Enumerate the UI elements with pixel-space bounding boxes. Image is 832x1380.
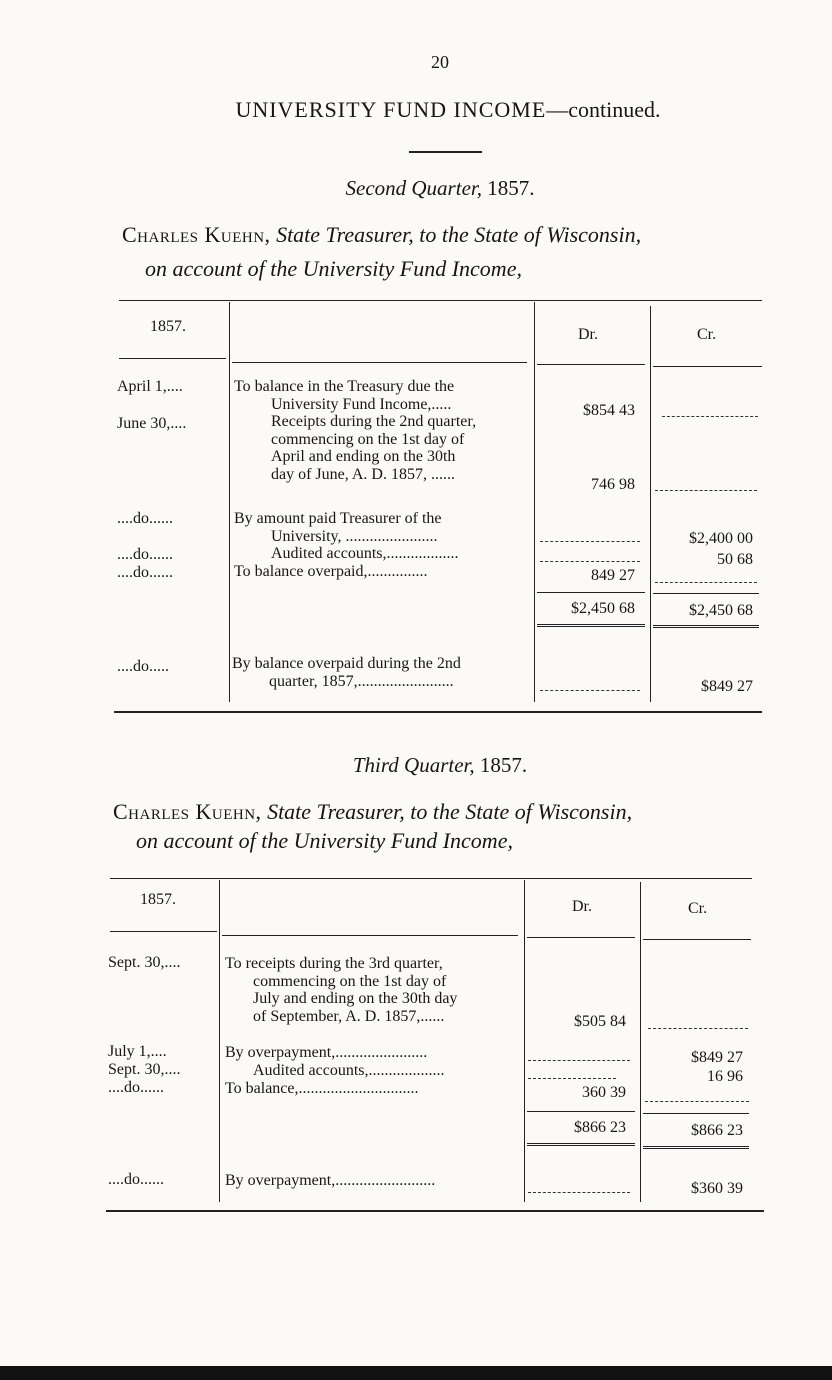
ledger-date: April 1,.... <box>117 378 183 395</box>
ledger-date: ....do...... <box>108 1171 164 1188</box>
ledger-description <box>225 1044 427 1062</box>
ledger-column-divider <box>229 302 230 702</box>
title-main: UNIVERSITY FUND INCOME <box>235 97 547 122</box>
desc-line: By amount paid Treasurer of the <box>234 510 442 527</box>
credit-amount: 50 68 <box>717 551 753 568</box>
desc-line: quarter, 1857,........................ <box>269 672 454 690</box>
ledger-bottom-rule <box>114 711 762 713</box>
total-rule <box>653 593 759 594</box>
desc-line: University, ....................... <box>271 527 438 545</box>
debit-amount: 849 27 <box>591 567 635 584</box>
header-rule <box>527 937 635 938</box>
leader-dots <box>528 1060 630 1061</box>
ledger-date: Sept. 30,.... <box>108 1061 181 1078</box>
header-rule <box>537 364 645 365</box>
account-heading-line2: on account of the University Fund Income, <box>136 828 513 853</box>
total-rule <box>537 592 645 593</box>
desc-line: To balance overpaid,............... <box>234 563 428 580</box>
col-header-cr: Cr. <box>697 326 717 343</box>
debit-total: $2,450 68 <box>571 600 635 617</box>
ledger-description <box>234 510 442 545</box>
desc-line: By overpayment,....................... <box>225 1044 428 1061</box>
leader-dots <box>540 690 640 691</box>
ledger-column-divider <box>219 880 220 1202</box>
desc-line: To balance,.............................. <box>225 1080 419 1097</box>
total-double-rule <box>537 624 645 627</box>
leader-dots <box>662 416 758 417</box>
page-title <box>0 97 832 123</box>
treasurer-title: State Treasurer, to the State of Wisconsin, <box>276 222 642 247</box>
ledger-date: June 30,.... <box>117 415 187 432</box>
ledger-column-divider <box>640 882 641 1202</box>
col-header-year: 1857. <box>140 891 176 908</box>
second-quarter-heading <box>0 176 832 201</box>
ledger-top-rule <box>119 300 762 301</box>
leader-dots <box>528 1078 616 1079</box>
desc-line: commencing on the 1st day of <box>271 430 465 448</box>
desc-line: Audited accounts,................... <box>253 1062 445 1079</box>
debit-amount: $854 43 <box>583 402 635 419</box>
ledger-column-divider <box>534 302 535 702</box>
desc-line: To balance in the Treasury due the <box>234 378 455 395</box>
header-rule <box>222 935 518 936</box>
heading-quarter: Second Quarter, <box>345 176 482 200</box>
page-number: 20 <box>431 52 449 72</box>
treasurer-title: State Treasurer, to the State of Wisconsin, <box>267 799 633 824</box>
header-rule <box>232 362 527 363</box>
credit-amount: $849 27 <box>691 1049 743 1066</box>
ledger-description <box>234 563 427 581</box>
desc-line: By overpayment,......................... <box>225 1172 436 1189</box>
ledger-description <box>234 545 459 563</box>
ledger-column-divider <box>524 880 525 1202</box>
ledger-description <box>225 1062 445 1080</box>
header-rule <box>653 366 762 367</box>
desc-line: commencing on the 1st day of <box>253 972 447 990</box>
debit-total: $866 23 <box>574 1119 626 1136</box>
scan-edge-bar <box>0 1366 832 1380</box>
treasurer-name: Charles Kuehn, <box>122 222 271 247</box>
ledger-description <box>232 655 461 690</box>
treasurer-name: Charles Kuehn, <box>113 799 262 824</box>
credit-amount: $849 27 <box>701 678 753 695</box>
desc-line: day of June, A. D. 1857, ...... <box>271 465 455 483</box>
desc-line: July and ending on the 30th day <box>253 990 458 1007</box>
ledger-bottom-rule <box>106 1210 764 1212</box>
ledger-date: Sept. 30,.... <box>108 954 181 971</box>
credit-amount: $360 39 <box>691 1180 743 1197</box>
ledger-top-rule <box>110 878 752 879</box>
leader-dots <box>645 1101 749 1102</box>
account-heading-line1 <box>122 222 641 248</box>
col-header-dr: Dr. <box>578 326 598 343</box>
col-header-dr: Dr. <box>572 898 592 915</box>
credit-total: $2,450 68 <box>689 602 753 619</box>
account-heading-line1 <box>113 799 632 825</box>
total-rule <box>643 1113 749 1114</box>
ledger-date: July 1,.... <box>108 1043 167 1060</box>
heading-year: 1857. <box>479 753 528 777</box>
ledger-description <box>234 413 476 483</box>
desc-line: Receipts during the 2nd quarter, <box>271 413 477 430</box>
title-divider <box>409 151 482 153</box>
desc-line: University Fund Income,..... <box>271 395 452 413</box>
credit-amount: $2,400 00 <box>689 530 753 547</box>
third-quarter-heading <box>0 753 832 778</box>
ledger-description <box>225 1080 419 1098</box>
leader-dots <box>540 541 640 542</box>
ledger-column-divider <box>650 306 651 702</box>
ledger-date: ....do..... <box>117 658 169 675</box>
account-heading-line2: on account of the University Fund Income, <box>145 256 522 281</box>
credit-total: $866 23 <box>691 1122 743 1139</box>
total-rule <box>527 1111 635 1112</box>
col-header-cr: Cr. <box>688 900 708 917</box>
leader-dots <box>540 561 640 562</box>
total-double-rule <box>653 625 759 628</box>
ledger-date: ....do...... <box>117 510 173 527</box>
desc-line: To receipts during the 3rd quarter, <box>225 955 443 972</box>
ledger-date: ....do...... <box>108 1079 164 1096</box>
desc-line: April and ending on the 30th <box>271 448 456 465</box>
header-rule <box>119 358 226 359</box>
heading-quarter: Third Quarter, <box>352 753 475 777</box>
desc-line: Audited accounts,.................. <box>271 545 459 562</box>
heading-year: 1857. <box>487 176 535 200</box>
credit-amount: 16 96 <box>707 1068 743 1085</box>
header-rule <box>110 931 217 932</box>
debit-amount: 360 39 <box>582 1084 626 1101</box>
debit-amount: $505 84 <box>574 1013 626 1030</box>
header-rule <box>643 939 751 940</box>
ledger-date: ....do...... <box>117 564 173 581</box>
leader-dots <box>528 1192 630 1193</box>
leader-dots <box>648 1028 748 1029</box>
leader-dots <box>655 582 757 583</box>
col-header-year: 1857. <box>150 318 186 335</box>
leader-dots <box>655 490 757 491</box>
debit-amount: 746 98 <box>591 476 635 493</box>
title-suffix: —continued. <box>546 97 661 122</box>
desc-line: By balance overpaid during the 2nd <box>232 655 461 672</box>
total-double-rule <box>527 1143 635 1146</box>
ledger-description <box>225 1172 435 1190</box>
ledger-description <box>225 955 457 1025</box>
desc-line: of September, A. D. 1857,...... <box>253 1007 445 1025</box>
ledger-description <box>234 378 454 413</box>
total-double-rule <box>643 1146 749 1149</box>
ledger-date: ....do...... <box>117 546 173 563</box>
